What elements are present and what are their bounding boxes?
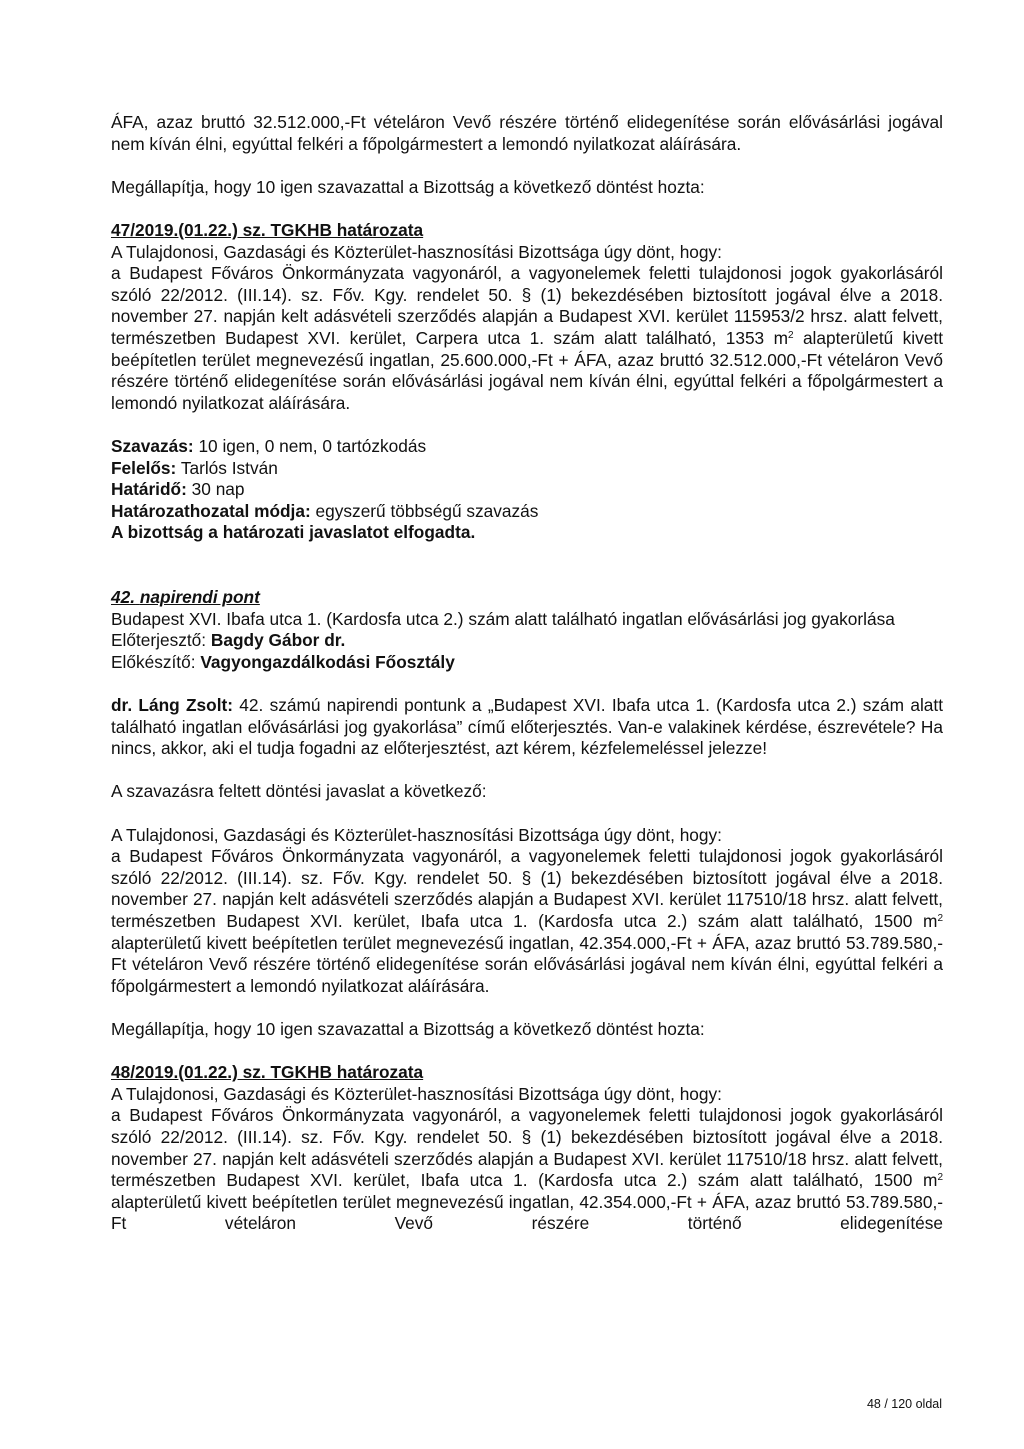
resolution-47-intro: A Tulajdonosi, Gazdasági és Közterület-hasznosítási Bizottsága úgy dönt, hogy:	[111, 241, 722, 262]
presenter-line	[111, 630, 943, 652]
resolution-47-title: 47/2019.(01.22.) sz. TGKHB határozata	[111, 219, 424, 240]
proposal-sup: 2	[937, 912, 943, 924]
method-label: Határozathozatal módja:	[111, 500, 311, 521]
continuation-line-2: jogával nem kíván élni, egyúttal felkéri a főpolgármestert a lemondó nyilatkozat aláírására.	[111, 112, 943, 154]
proposal-body-part2: alapterületű kivett beépítetlen terület megnevezésű ingatlan, 42.354.000,-Ft + ÁFA, azaz bruttó 53.789.580,-Ft vételáron Vevő részére történő elidegenítése során elővásárlási jogával nem kíván élni, egyúttal felkéri a főpolgármestert a lemondó nyilatkozat aláírására.	[111, 932, 943, 996]
method-value: egyszerű többségű szavazás	[315, 500, 539, 521]
resolution-47-body-part2: alapterületű kivett beépítetlen terület megnevezésű ingatlan, 25.600.000,-Ft + ÁFA, azaz bruttó 32.512.000,-Ft vételáron Vevő részére történő elidegenítése során elővásárlási jogával nem kíván élni, egyúttal felkéri a főpolgármestert a lemondó nyilatkozat aláírására.	[111, 327, 943, 413]
speaker-name: dr. Láng Zsolt:	[111, 695, 234, 716]
vote-block	[111, 436, 943, 544]
accepted-line: A bizottság a határozati javaslatot elfogadta.	[111, 522, 476, 543]
agenda-subject: Budapest XVI. Ibafa utca 1. (Kardosfa utca 2.) szám alatt található ingatlan elővásárlási jog gyakorlása	[111, 608, 895, 629]
voting-value: 10 igen, 0 nem, 0 tartózkodás	[198, 435, 427, 456]
continuation-line-1: ÁFA, azaz bruttó 32.512.000,-Ft vételáron Vevő részére történő elidegenítése során elővásárlási	[111, 112, 881, 132]
responsible-label: Felelős:	[111, 457, 177, 478]
speech-text: 42. számú napirendi pontunk a „Budapest XVI. Ibafa utca 1. (Kardosfa utca 2.) szám alatt található ingatlan elővásárlási jog gyakorlása” című előterjesztés. Van-e valakinek kérdése, észrevétele? Ha nincs, akkor, aki el tudja fogadni az előterjesztést, azt kérem, kézfelemeléssel jelezze!	[111, 695, 943, 759]
presenter-label: Előterjesztő:	[111, 630, 207, 651]
proposal-body-part1: a Budapest Főváros Önkormányzata vagyonáról, a vagyonelemek feletti tulajdonosi jogok gyakorlásáról szóló 22/2012. (III.14). sz. Főv. Kgy. rendelet 50. § (1) bekezdésében biztosított jogával élve a 2018. november 27. napján kelt adásvételi szerződés alapján a Budapest XVI. kerület 117510/18 hrsz. alatt felvett, természetben Budapest XVI. kerület, Ibafa utca 1. (Kardosfa utca 2.) szám alatt található, 1500 m	[111, 846, 943, 931]
voting-line	[111, 436, 943, 458]
preparer-line	[111, 652, 943, 674]
responsible-value: Tarlós István	[180, 457, 278, 478]
agenda-number: 42.	[111, 587, 136, 608]
agenda-heading	[111, 587, 943, 609]
voting-label: Szavazás:	[111, 435, 194, 456]
agenda-heading-text: napirendi pont	[139, 587, 260, 608]
deadline-label: Határidő:	[111, 479, 187, 500]
document-page	[111, 112, 943, 1235]
resolution-48-body	[111, 1105, 943, 1235]
resolution-48-title: 48/2019.(01.22.) sz. TGKHB határozata	[111, 1062, 424, 1083]
resolution-48-body-part2: alapterületű kivett beépítetlen terület megnevezésű ingatlan, 42.354.000,-Ft + ÁFA, azaz bruttó 53.789.580,-Ft vételáron Vevő részére történő elidegenítése	[111, 1191, 943, 1234]
presenter-value: Bagdy Gábor dr.	[210, 630, 346, 651]
continuation-paragraph	[111, 112, 943, 155]
resolution-47-body-part1: a Budapest Főváros Önkormányzata vagyonáról, a vagyonelemek feletti tulajdonosi jogok gyakorlásáról szóló 22/2012. (III.14). sz. Főv. Kgy. rendelet 50. § (1) bekezdésében biztosított jogával élve a 2018. november 27. napján kelt adásvételi szerződés alapján a Budapest XVI. kerület 115953/2 hrsz. alatt felvett, természetben Budapest XVI. kerület, Carpera utca 1. szám alatt található, 1353 m	[111, 263, 943, 348]
resolution-48-body-part1: a Budapest Főváros Önkormányzata vagyonáról, a vagyonelemek feletti tulajdonosi jogok gyakorlásáról szóló 22/2012. (III.14). sz. Főv. Kgy. rendelet 50. § (1) bekezdésében biztosított jogával élve a 2018. november 27. napján kelt adásvételi szerződés alapján a Budapest XVI. kerület 117510/18 hrsz. alatt felvett, természetben Budapest XVI. kerület, Ibafa utca 1. (Kardosfa utca 2.) szám alatt található, 1500 m	[111, 1105, 943, 1191]
responsible-line	[111, 458, 943, 480]
deadline-line	[111, 479, 943, 501]
preparer-label: Előkészítő:	[111, 651, 196, 672]
resolution-47-sup: 2	[787, 329, 794, 341]
resolution-48-intro: A Tulajdonosi, Gazdasági és Közterület-hasznosítási Bizottsága úgy dönt, hogy:	[111, 1083, 722, 1104]
proposal-body	[111, 846, 943, 997]
deadline-value: 30 nap	[191, 479, 245, 500]
resolution-47-body	[111, 263, 943, 414]
finding-1: Megállapítja, hogy 10 igen szavazattal a Bizottság a következő döntést hozta:	[111, 176, 705, 197]
proposal-intro: A szavazásra feltett döntési javaslat a következő:	[111, 781, 487, 802]
proposal-decision-intro: A Tulajdonosi, Gazdasági és Közterület-hasznosítási Bizottsága úgy dönt, hogy:	[111, 824, 722, 845]
page-number: 48 / 120 oldal	[866, 1397, 942, 1411]
speech-paragraph	[111, 695, 943, 760]
finding-2: Megállapítja, hogy 10 igen szavazattal a Bizottság a következő döntést hozta:	[111, 1018, 705, 1039]
method-line	[111, 501, 943, 523]
preparer-value: Vagyongazdálkodási Főosztály	[200, 651, 455, 672]
resolution-48-sup: 2	[937, 1172, 943, 1184]
